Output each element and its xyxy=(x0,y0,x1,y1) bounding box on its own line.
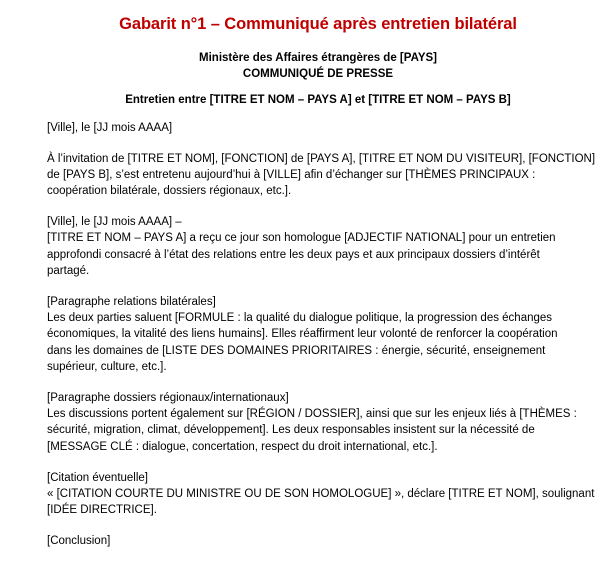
document-title: Gabarit n°1 – Communiqué après entretien bilatéral xyxy=(119,15,517,33)
bilateral-paragraph xyxy=(47,294,589,375)
ministry-name: Ministère des Affaires étrangères de [PAYS] xyxy=(199,52,437,64)
conclusion-block xyxy=(47,533,589,549)
quote-line: [Citation éventuelle] xyxy=(47,471,149,484)
regional-paragraph xyxy=(47,390,589,455)
lead-paragraph xyxy=(47,214,589,279)
bilateral-line: [Paragraphe relations bilatérales] xyxy=(47,295,216,308)
regional-line: sécurité, migration, climat, développement]. Les deux responsables insistent sur la nécessité de xyxy=(47,424,535,437)
regional-line: [Paragraphe dossiers régionaux/internationaux] xyxy=(47,391,289,404)
bilateral-line: Les deux parties saluent [FORMULE : la qualité du dialogue politique, la progression des échanges xyxy=(47,312,553,325)
lead-line: [TITRE ET NOM – PAYS A] a reçu ce jour son homologue [ADJECTIF NATIONAL] pour un entretien xyxy=(47,232,556,245)
place-date: [Ville], le [JJ mois AAAA] xyxy=(47,122,173,134)
intro-line: coopération bilatérale, dossiers régionaux, etc.]. xyxy=(47,185,292,198)
bilateral-line: économiques, la vitalité des liens humains]. Elles réaffirment leur volonté de renforcer la coopération xyxy=(47,328,558,341)
conclusion-label: [Conclusion] xyxy=(47,534,111,547)
intro-line: À l’invitation de [TITRE ET NOM], [FONCTION] de [PAYS A], [TITRE ET NOM DU VISITEUR], [FONCTION] xyxy=(47,152,596,165)
regional-line: Les discussions portent également sur [RÉGION / DOSSIER], ainsi que sur les enjeux liés à [THÈMES : xyxy=(47,408,577,421)
press-release-label: COMMUNIQUÉ DE PRESSE xyxy=(242,68,394,80)
place-date-block xyxy=(47,120,589,136)
meeting-subtitle: Entretien entre [TITRE ET NOM – PAYS A] et [TITRE ET NOM – PAYS B] xyxy=(125,94,511,106)
quote-line: [IDÉE DIRECTRICE]. xyxy=(47,504,157,517)
lead-line: partagé. xyxy=(47,265,90,278)
bilateral-line: dans les domaines de [LISTE DES DOMAINES PRIORITAIRES : énergie, sécurité, enseignement xyxy=(47,344,546,357)
regional-line: [MESSAGE CLÉ : dialogue, concertation, respect du droit international, etc.]. xyxy=(47,440,438,453)
intro-paragraph xyxy=(47,151,596,200)
quote-line: « [CITATION COURTE DU MINISTRE OU DE SON HOMOLOGUE] », déclare [TITRE ET NOM], soulignant xyxy=(47,487,595,500)
intro-line: de [PAYS B], s’est entretenu aujourd’hui à [VILLE] afin d’échanger sur [THÈMES PRINCIPAUX : xyxy=(47,169,536,182)
lead-line: [Ville], le [JJ mois AAAA] – xyxy=(47,216,182,229)
quote-paragraph xyxy=(47,470,595,519)
bilateral-line: supérieur, culture, etc.]. xyxy=(47,361,167,374)
lead-line: approfondi consacré à l’état des relations entre les deux pays et aux principaux dossiers d’intérêt xyxy=(47,248,540,261)
